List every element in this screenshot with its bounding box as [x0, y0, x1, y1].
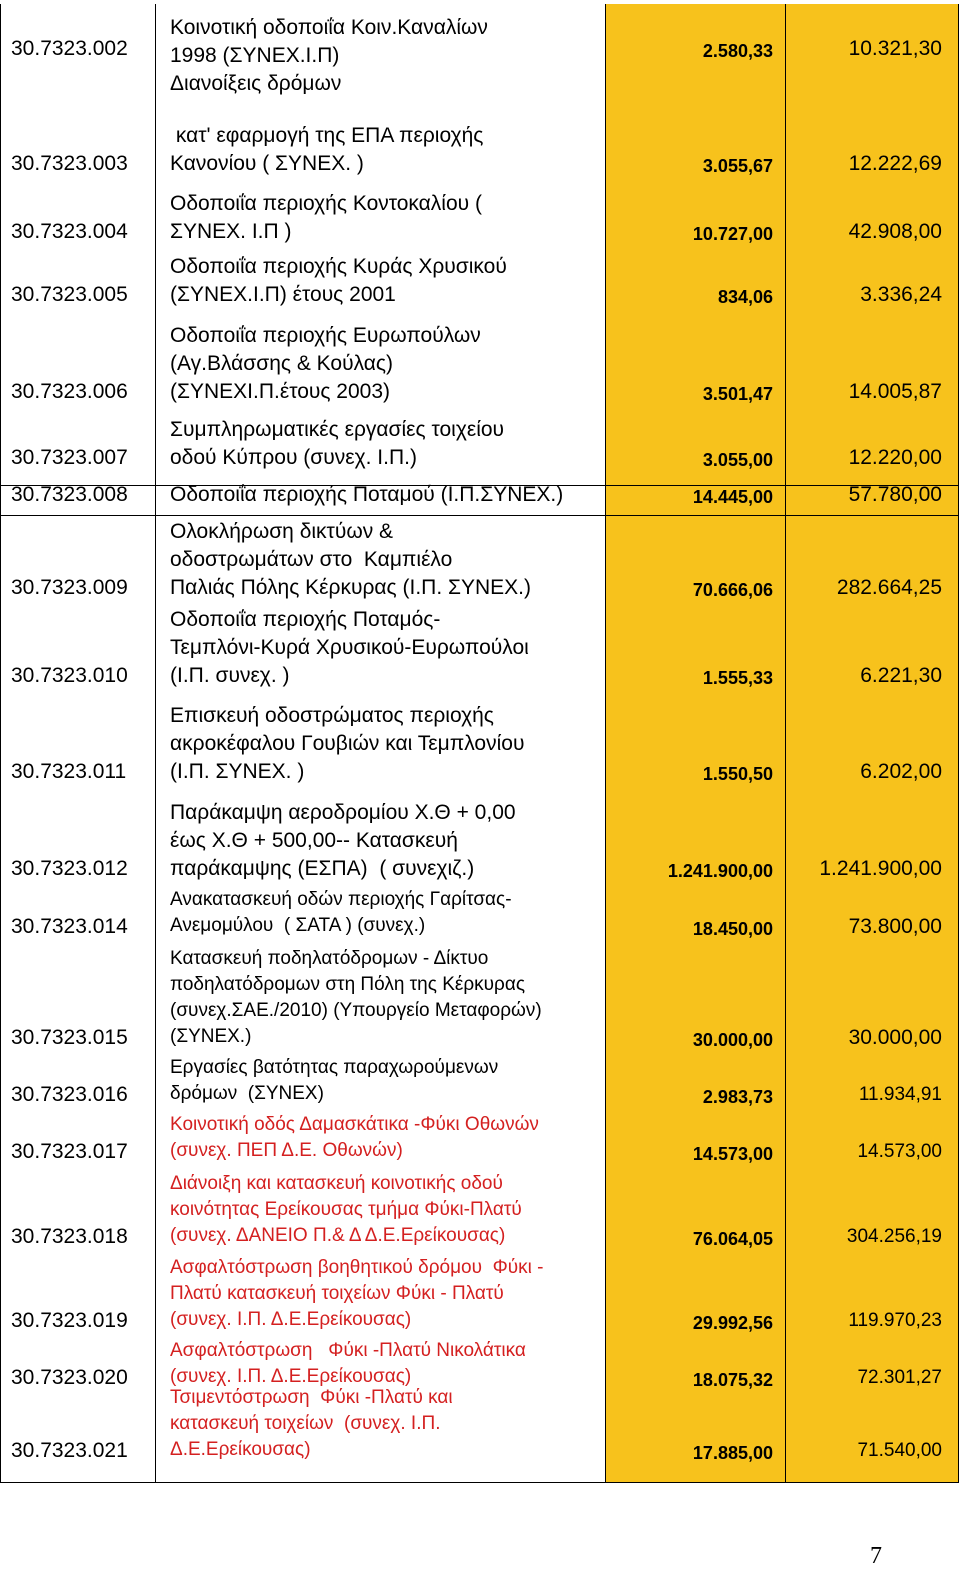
row-total: 6.221,30	[860, 664, 942, 687]
row-code: 30.7323.018	[11, 1225, 128, 1248]
row-total: 14.573,00	[857, 1141, 942, 1162]
row-total: 10.321,30	[848, 37, 942, 60]
row-code: 30.7323.011	[11, 760, 127, 783]
row-code: 30.7323.020	[11, 1366, 128, 1389]
row-description: Παράκαμψη αεροδρομίου Χ.Θ + 0,00 έως Χ.Θ + 500,00-- Κατασκευή παράκαμψης (ΕΣΠΑ) ( συνεχιζ.)	[170, 801, 516, 880]
grid-line	[958, 4, 959, 1482]
row-description: Επισκευή οδοστρώματος περιοχής ακροκέφαλου Γουβιών και Τεμπλονίου (Ι.Π. ΣΥΝΕΧ. )	[170, 704, 525, 783]
row-description: Συμπληρωματικές εργασίες τοιχείου οδού Κύπρου (συνεχ. Ι.Π.)	[170, 418, 505, 469]
row-amount: 1.555,33	[702, 668, 773, 688]
row-total: 14.005,87	[848, 380, 942, 403]
row-total: 12.222,69	[848, 152, 942, 175]
grid-line	[155, 4, 156, 1482]
row-description: Οδοποιΐα περιοχής Ευρωπούλων (Αγ.Βλάσσης & Κούλας) (ΣΥΝΕΧΙ.Π.έτους 2003)	[170, 324, 481, 403]
row-description: Οδοποιΐα περιοχής Κοντοκαλίου ( ΣΥΝΕΧ. Ι.Π )	[170, 192, 482, 243]
row-total: 3.336,24	[860, 283, 942, 306]
row-amount: 14.445,00	[692, 487, 773, 507]
row-amount: 1.241.900,00	[667, 861, 773, 881]
row-description: Κοινοτική οδός Δαμασκάτικα -Φύκι Οθωνών (συνεχ. ΠΕΠ Δ.Ε. Οθωνών)	[170, 1114, 539, 1161]
row-description: κατ' εφαρμογή της ΕΠΑ περιοχής Κανονίου ( ΣΥΝΕΧ. )	[170, 124, 484, 175]
row-amount: 834,06	[717, 287, 773, 307]
row-code: 30.7323.003	[11, 152, 128, 175]
grid-line	[0, 4, 1, 1482]
grid-line	[0, 1482, 959, 1483]
row-amount: 3.501,47	[702, 384, 773, 404]
row-amount: 2.983,73	[702, 1087, 773, 1107]
row-description: Τσιμεντόστρωση Φύκι -Πλατύ και κατασκευή τοιχείων (συνεχ. Ι.Π. Δ.Ε.Ερείκουσας)	[170, 1387, 453, 1460]
row-total: 12.220,00	[848, 446, 942, 469]
row-description: Οδοποιΐα περιοχής Ποταμός- Τεμπλόνι-Κυρά Χρυσικού-Ευρωπούλοι (Ι.Π. συνεχ. )	[170, 608, 529, 687]
row-code: 30.7323.007	[11, 446, 128, 469]
row-code: 30.7323.015	[11, 1026, 128, 1049]
row-code: 30.7323.012	[11, 857, 128, 880]
row-total: 57.780,00	[848, 483, 942, 506]
row-amount: 3.055,67	[702, 156, 773, 176]
row-code: 30.7323.016	[11, 1083, 128, 1106]
row-amount: 18.075,32	[692, 1370, 773, 1390]
row-description: Κοινοτική οδοποιΐα Κοιν.Καναλίων 1998 (ΣΥΝΕΧ.Ι.Π) Διανοίξεις δρόμων	[170, 16, 488, 95]
grid-line	[785, 4, 786, 1482]
row-amount: 2.580,33	[702, 41, 773, 61]
row-amount: 1.550,50	[702, 764, 773, 784]
row-amount: 3.055,00	[702, 450, 773, 470]
row-amount: 70.666,06	[692, 580, 773, 600]
row-description: Ανακατασκευή οδών περιοχής Γαρίτσας- Ανεμομύλου ( ΣΑΤΑ ) (συνεχ.)	[170, 889, 512, 936]
row-code: 30.7323.008	[11, 483, 128, 506]
row-total: 11.934,91	[858, 1084, 942, 1105]
row-description: Διάνοιξη και κατασκευή κοινοτικής οδού κοινότητας Ερείκουσας τμήμα Φύκι-Πλατύ (συνεχ. ΔΑΝΕΙΟ Π.& Δ Δ.Ε.Ερείκουσας)	[170, 1173, 522, 1246]
row-amount: 18.450,00	[692, 919, 773, 939]
row-description: Εργασίες βατότητας παραχωρούμενων δρόμων (ΣΥΝΕΧ)	[170, 1057, 499, 1104]
row-code: 30.7323.009	[11, 576, 128, 599]
row-amount: 17.885,00	[692, 1443, 773, 1463]
row-code: 30.7323.021	[11, 1439, 128, 1462]
row-description: Οδοποιΐα περιοχής Ποταμού (Ι.Π.ΣΥΝΕΧ.)	[170, 483, 564, 506]
row-total: 304.256,19	[846, 1226, 942, 1247]
row-description: Ολοκλήρωση δικτύων & οδοστρωμάτων στο Καμπιέλο Παλιάς Πόλης Κέρκυρας (Ι.Π. ΣΥΝΕΧ.)	[170, 520, 531, 599]
row-code: 30.7323.004	[11, 220, 128, 243]
row-total: 71.540,00	[857, 1440, 942, 1461]
row-description: Οδοποιΐα περιοχής Κυράς Χρυσικού (ΣΥΝΕΧ.Ι.Π) έτους 2001	[170, 255, 507, 306]
row-total: 1.241.900,00	[819, 857, 942, 880]
row-code: 30.7323.005	[11, 283, 128, 306]
row-code: 30.7323.014	[11, 915, 128, 938]
row-amount: 76.064,05	[692, 1229, 773, 1249]
row-total: 73.800,00	[848, 915, 942, 938]
row-total: 6.202,00	[860, 760, 942, 783]
grid-line	[0, 515, 959, 516]
row-description: Ασφαλτόστρωση Φύκι -Πλατύ Νικολάτικα (συνεχ. Ι.Π. Δ.Ε.Ερείκουσας)	[170, 1340, 526, 1387]
row-amount: 30.000,00	[692, 1030, 773, 1050]
row-total: 72.301,27	[857, 1367, 942, 1388]
row-total: 119.970,23	[848, 1310, 942, 1331]
row-total: 30.000,00	[848, 1026, 942, 1049]
row-amount: 29.992,56	[692, 1313, 773, 1333]
row-code: 30.7323.017	[11, 1140, 128, 1163]
row-code: 30.7323.019	[11, 1309, 128, 1332]
row-code: 30.7323.002	[11, 37, 128, 60]
row-amount: 14.573,00	[692, 1144, 773, 1164]
row-description: Ασφαλτόστρωση βοηθητικού δρόμου Φύκι - Πλατύ κατασκευή τοιχείων Φύκι - Πλατύ (συνεχ. Ι.Π. Δ.Ε.Ερείκουσας)	[170, 1257, 544, 1330]
page-number: 7	[870, 1543, 882, 1569]
row-total: 42.908,00	[848, 220, 942, 243]
row-amount: 10.727,00	[692, 224, 773, 244]
row-description: Κατασκευή ποδηλατόδρομων - Δίκτυο ποδηλατόδρομων στη Πόλη της Κέρκυρας (συνεχ.ΣΑΕ./2010) (Υπουργείο Μεταφορών) (ΣΥΝΕΧ.)	[170, 948, 542, 1047]
row-code: 30.7323.006	[11, 380, 128, 403]
row-total: 282.664,25	[836, 576, 942, 599]
row-code: 30.7323.010	[11, 664, 128, 687]
